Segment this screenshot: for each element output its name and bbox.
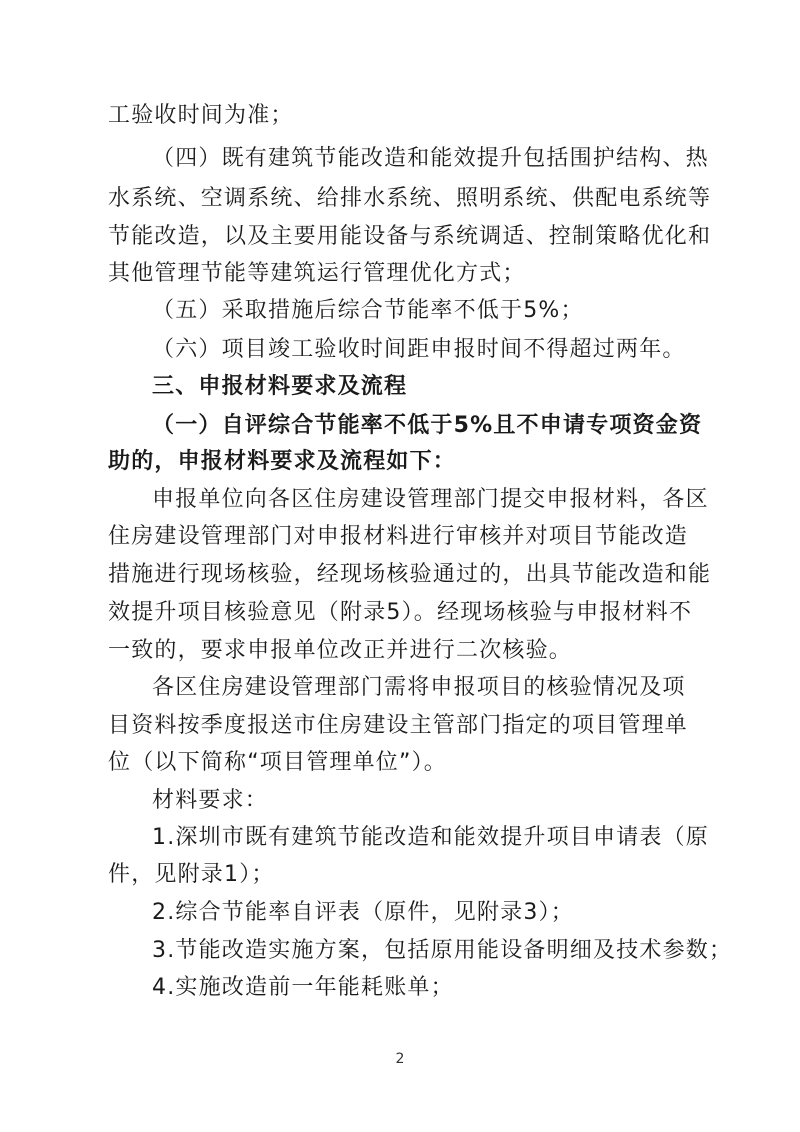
text-line: 目资料按季度报送市住房建设主管部门指定的项目管理单	[108, 713, 689, 738]
text-line: 节能改造，以及主要用能设备与系统调适、控制策略优化和	[108, 224, 712, 249]
text-line: 其他管理节能等建筑运行管理优化方式；	[108, 261, 526, 286]
section-heading: 三、申报材料要求及流程	[152, 374, 408, 399]
text-line: （四）既有建筑节能改造和能效提升包括围护结构、热	[152, 146, 709, 171]
text-line: 水系统、空调系统、给排水系统、照明系统、供配电系统等	[108, 186, 712, 211]
list-item: 3.节能改造实施方案，包括原用能设备明细及技术参数；	[152, 938, 733, 963]
list-item: 4.实施改造前一年能耗账单；	[152, 975, 454, 1000]
text-line: 材料要求：	[152, 788, 269, 813]
text-line: 各区住房建设管理部门需将申报项目的核验情况及项	[152, 675, 686, 700]
page-number: 2	[395, 1051, 405, 1067]
text-line: 效提升项目核验意见（附录5）。经现场核验与申报材料不	[108, 600, 693, 625]
list-item: 1.深圳市既有建筑节能改造和能效提升项目申请表（原	[152, 825, 709, 850]
text-line: （五）采取措施后综合节能率不低于5%；	[152, 298, 584, 323]
list-item: 2.综合节能率自评表（原件，见附录3）；	[152, 900, 574, 925]
list-item-continued: 件，见附录1）；	[108, 862, 275, 887]
text-line: 申报单位向各区住房建设管理部门提交申报材料，各区	[152, 487, 709, 512]
text-line: 工验收时间为准；	[108, 103, 294, 128]
subsection-heading-continued: 助的，申报材料要求及流程如下：	[108, 449, 457, 474]
subsection-heading: （一）自评综合节能率不低于5%且不申请专项资金资	[152, 413, 703, 438]
text-line: 位（以下简称“项目管理单位”）。	[108, 750, 447, 775]
text-line: 措施进行现场核验，经现场核验通过的，出具节能改造和能	[108, 562, 712, 587]
text-line: 住房建设管理部门对申报材料进行审核并对项目节能改造	[108, 524, 689, 549]
text-line: （六）项目竣工验收时间距申报时间不得超过两年。	[152, 337, 686, 362]
text-line: 一致的，要求申报单位改正并进行二次核验。	[108, 638, 573, 663]
